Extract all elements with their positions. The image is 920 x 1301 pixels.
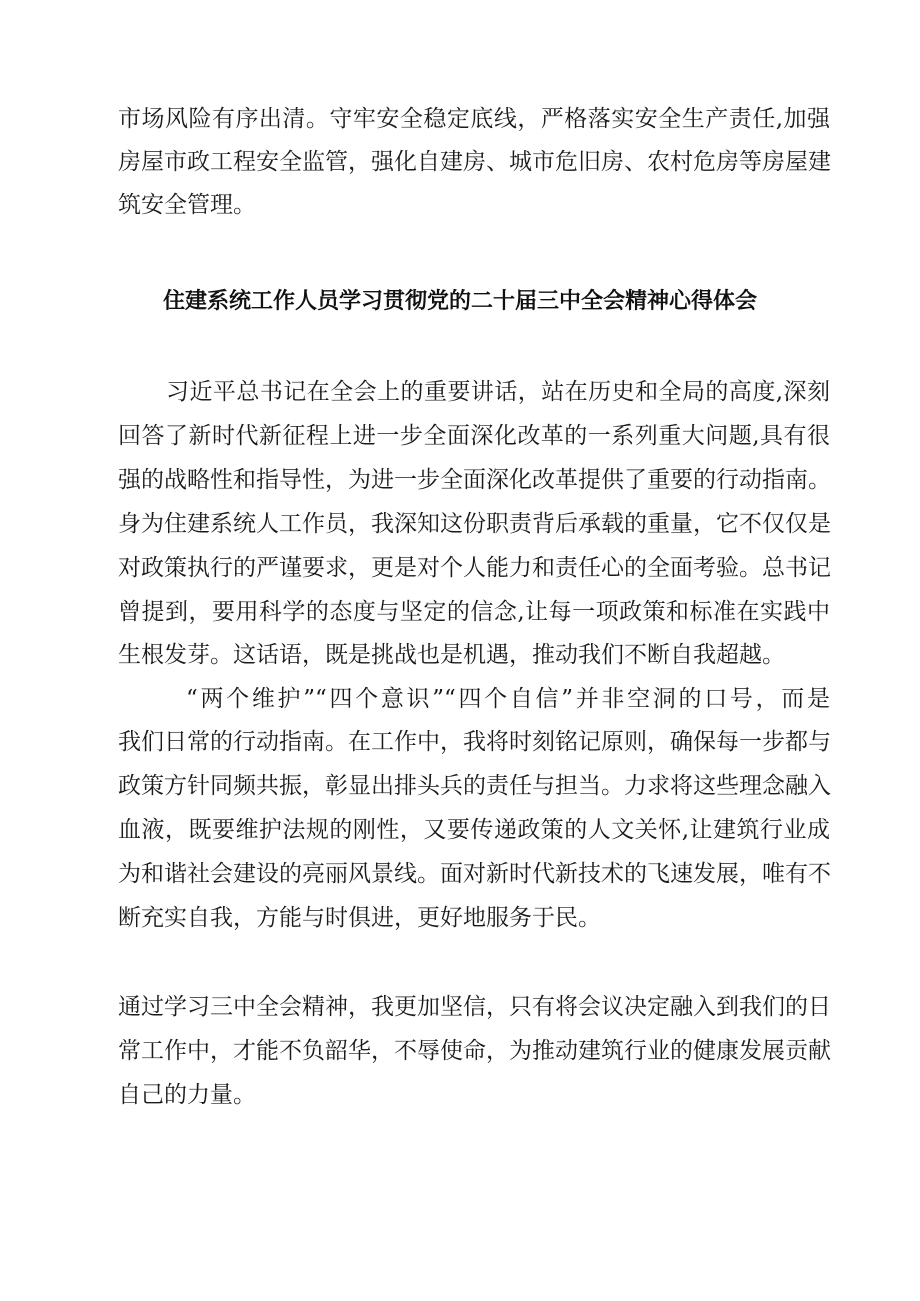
paragraph-1-line-3: 强的战略性和指导性，为进一步全面深化改革提供了重要的行动指南。 xyxy=(118,467,831,493)
paragraph-1-line-1: 习近平总书记在全会上的重要讲话，站在历史和全局的高度,深刻 xyxy=(166,379,830,405)
intro-line-2: 房屋市政工程安全监管，强化自建房、城市危旧房、农村危房等房屋建 xyxy=(118,149,831,175)
paragraph-1-line-2: 回答了新时代新征程上进一步全面深化改革的一系列重大问题,具有很 xyxy=(118,423,830,449)
intro-line-3: 筑安全管理。 xyxy=(118,192,256,218)
paragraph-1-line-6: 曾提到，要用科学的态度与坚定的信念,让每一项政策和标准在实践中 xyxy=(118,599,830,625)
paragraph-1-line-5: 对政策执行的严谨要求，更是对个人能力和责任心的全面考验。总书记 xyxy=(118,555,831,581)
paragraph-1-line-7: 生根发芽。这话语，既是挑战也是机遇，推动我们不断自我超越。 xyxy=(118,642,785,668)
paragraph-2-line-2: 我们日常的行动指南。在工作中，我将时刻铭记原则，确保每一步都与 xyxy=(118,729,831,755)
paragraph-3-line-2: 常工作中，才能不负韶华，不辱使命，为推动建筑行业的健康发展贡献 xyxy=(118,1038,831,1064)
paragraph-2-line-6: 断充实自我，方能与时俱进，更好地服务于民。 xyxy=(118,905,601,931)
paragraph-2-line-5: 为和谐社会建设的亮丽风景线。面对新时代新技术的飞速发展，唯有不 xyxy=(118,861,831,887)
paragraph-3-line-3: 自己的力量。 xyxy=(118,1082,256,1108)
paragraph-3-line-1: 通过学习三中全会精神，我更加坚信，只有将会议决定融入到我们的日 xyxy=(118,994,831,1020)
paragraph-2-line-4: 血液，既要维护法规的刚性，又要传递政策的人文关怀,让建筑行业成 xyxy=(118,817,830,843)
document-title: 住建系统工作人员学习贯彻党的二十届三中全会精神心得体会 xyxy=(162,289,757,314)
paragraph-2-line-1: “两个维护”“四个意识”“四个自信”并非空洞的口号，而是 xyxy=(186,686,830,712)
paragraph-2-line-3: 政策方针同频共振，彰显出排头兵的责任与担当。力求将这些理念融入 xyxy=(118,773,831,799)
paragraph-1-line-4: 身为住建系统人工作员，我深知这份职责背后承载的重量，它不仅仅是 xyxy=(118,511,831,537)
intro-line-1: 市场风险有序出清。守牢安全稳定底线，严格落实安全生产责任,加强 xyxy=(118,106,830,132)
